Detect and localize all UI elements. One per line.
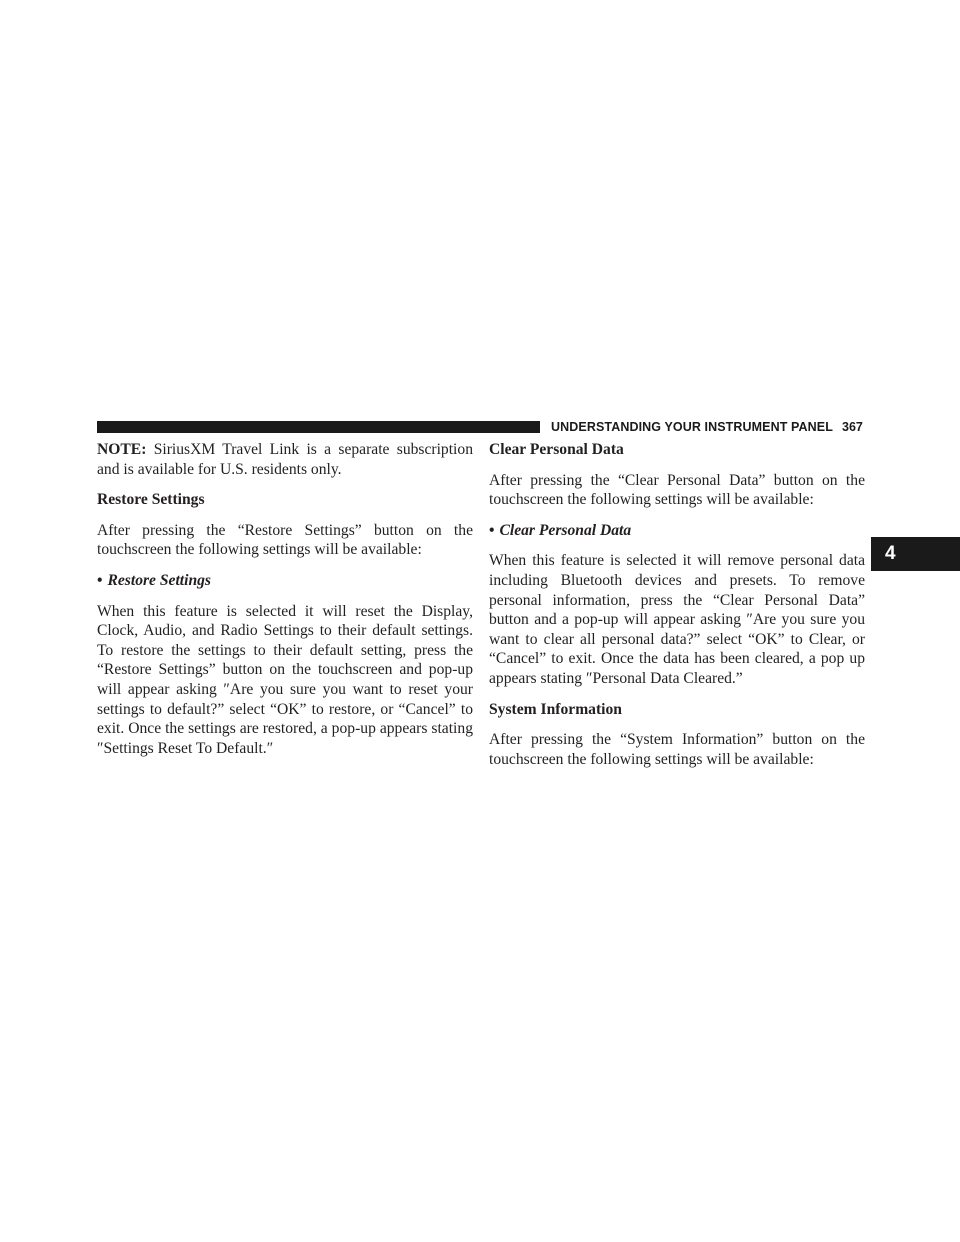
clear-personal-data-body: When this feature is selected it will remove personal data including Bluetooth devices and presets. To remove personal information, press the “Clear Personal Data” button and a pop-up will appear asking ″Are you sure you want to clear all personal data?” select “OK” to Clear, or “Cancel” to exit. Once the data has been cleared, a pop up appears stating ″Personal Data Cleared.” — [489, 552, 865, 687]
system-information-heading: System Information — [489, 700, 622, 718]
note-label: NOTE: — [97, 441, 147, 458]
clear-personal-data-intro: After pressing the “Clear Personal Data” button on the touchscreen the following settings will be available: — [489, 471, 865, 509]
right-column — [489, 440, 865, 769]
restore-settings-heading: Restore Settings — [97, 491, 205, 509]
system-information-intro: After pressing the “System Information” button on the touchscreen the following settings will be available: — [489, 731, 865, 768]
clear-personal-data-heading: Clear Personal Data — [489, 441, 624, 458]
bullet-icon: • — [97, 571, 103, 589]
header-rule — [97, 421, 540, 433]
note-text: SiriusXM Travel Link is a separate subscription and is available for U.S. residents only. — [97, 441, 473, 478]
restore-settings-body: When this feature is selected it will reset the Display, Clock, Audio, and Radio Settings to their default settings. To restore the settings to their default setting, press the “Restore Settings” button on the touchscreen and pop-up will appear asking ″Are you sure you want to reset your settings to default?” select “OK” to restore, or “Cancel” to exit. Once the settings are restored, a pop-up appears stating ″Settings Reset To Default.″ — [97, 602, 473, 757]
section-title: UNDERSTANDING YOUR INSTRUMENT PANEL — [551, 420, 833, 434]
clear-personal-data-bullet — [489, 521, 865, 541]
bullet-icon: • — [489, 521, 495, 539]
page-number: 367 — [842, 420, 863, 434]
left-column — [97, 440, 473, 758]
chapter-tab: 4 — [871, 537, 960, 571]
restore-settings-bullet — [97, 571, 473, 591]
restore-settings-bullet-text: Restore Settings — [107, 571, 212, 589]
note-paragraph — [97, 440, 473, 479]
clear-personal-data-bullet-text: Clear Personal Data — [499, 521, 632, 539]
restore-settings-intro: After pressing the “Restore Settings” button on the touchscreen the following settings will be available: — [97, 521, 473, 559]
